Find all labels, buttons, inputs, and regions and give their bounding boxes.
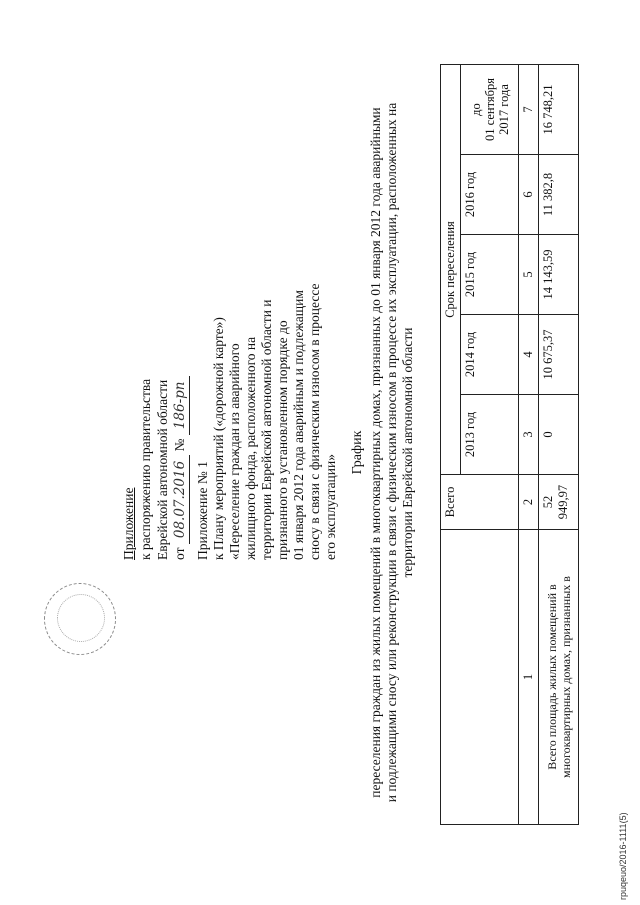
handwritten-number: 186-рп (172, 376, 190, 436)
col-number-6: 6 (519, 155, 539, 235)
footer-code: rpuqeuo/2016-1111(5) (618, 812, 628, 900)
col-number-2: 2 (519, 475, 539, 530)
plan-line-7: 01 января 2012 года аварийным и подлежащим (291, 290, 306, 560)
heading-line-2: и подлежащими сносу или реконструкции в связи с физическим износом в процессе их эксплуатации, расположенных на (384, 102, 399, 803)
row-name (539, 530, 579, 825)
cell-total: 52 949,97 (539, 475, 579, 530)
header-group: Срок переселения (441, 65, 461, 475)
heading-line-1: переселения граждан из жилых помещений в многоквартирных домах, признанных до 01 января 2012 года аварийными (368, 107, 383, 798)
col-number-5: 5 (519, 235, 539, 315)
header-total: Всего (441, 475, 519, 530)
header-until-line-3: 2017 года (496, 84, 511, 135)
appendix-line-3: Еврейской автономной области (155, 379, 170, 560)
table-row (539, 65, 579, 825)
plan-line-6: признанного в установленном порядке до (275, 320, 290, 560)
col-number-4: 4 (519, 315, 539, 395)
appendix-block (120, 260, 190, 560)
col-number-7: 7 (519, 65, 539, 155)
number-prefix: № (172, 438, 187, 452)
handwritten-date: 08.07.2016 (172, 455, 190, 544)
plan-line-1: Приложение № 1 (195, 461, 210, 560)
cell-2015: 14 143,59 (539, 235, 579, 315)
heading-title: График (350, 430, 365, 475)
plan-line-3: «Переселение граждан из аварийного (227, 343, 242, 560)
col-number-3: 3 (519, 395, 539, 475)
row-name-line-1: Всего площадь жилых помещений в (544, 584, 559, 770)
cell-until-2017: 16 748,21 (539, 65, 579, 155)
header-year-2014: 2014 год (461, 315, 519, 395)
plan-line-9: его эксплуатации» (323, 454, 338, 560)
cell-2016: 11 382,8 (539, 155, 579, 235)
col-number-1: 1 (519, 530, 539, 825)
plan-line-4: жилищного фонда, расположенного на (243, 336, 258, 560)
row-name-line-2: многоквартирных домах, признанных в (558, 576, 573, 778)
appendix-line-2: к распоряжению правительства (138, 378, 153, 560)
header-year-2015: 2015 год (461, 235, 519, 315)
seal-stamp (44, 583, 116, 655)
schedule-table (440, 64, 579, 825)
plan-line-5: территории Еврейской автономной области и (259, 299, 274, 560)
plan-appendix-block (195, 200, 339, 560)
cell-2014: 10 675,37 (539, 315, 579, 395)
cell-2013: 0 (539, 395, 579, 475)
date-prefix: от (172, 547, 187, 560)
header-blank-cell (441, 530, 519, 825)
plan-line-8: сносу в связи с физическим износом в процессе (307, 283, 322, 560)
table-header-row-1 (441, 65, 461, 825)
plan-line-2: к Плану мероприятий («дорожной карте») (211, 317, 226, 560)
document-heading (350, 0, 416, 905)
header-until-2017 (461, 65, 519, 155)
header-year-2013: 2013 год (461, 395, 519, 475)
header-year-2016: 2016 год (461, 155, 519, 235)
appendix-date-line (171, 260, 190, 560)
column-number-row (519, 65, 539, 825)
appendix-title: Приложение (121, 487, 136, 560)
heading-line-3: территории Еврейской автономной области (400, 327, 415, 578)
header-until-line-1: до (468, 103, 483, 116)
header-until-line-2: 01 сентября (482, 78, 497, 141)
